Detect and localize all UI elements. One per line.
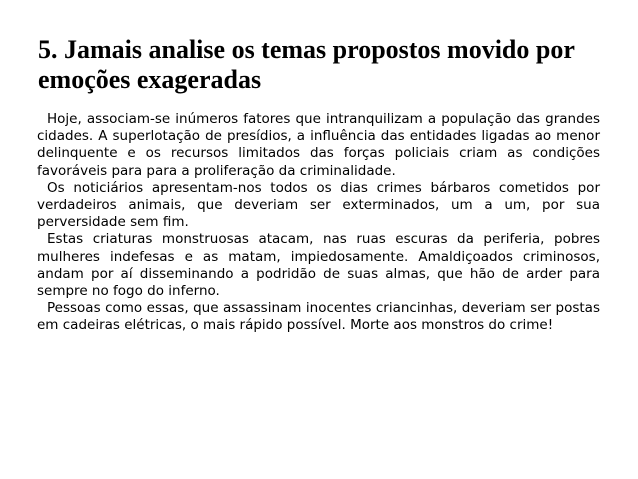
paragraph-4: Pessoas como essas, que assassinam inocentes criancinhas, deveriam ser postas em cadeiras elétricas, o mais rápido possível. Morte aos monstros do crime!: [37, 300, 600, 334]
paragraph-3: Estas criaturas monstruosas atacam, nas ruas escuras da periferia, pobres mulheres indefesas e as matam, impiedosamente. Amaldiçoados criminosos, andam por aí disseminando a podridão de suas almas, que hão de arder para sempre no fogo do inferno.: [37, 231, 600, 300]
paragraph-2: Os noticiários apresentam-nos todos os dias crimes bárbaros cometidos por verdadeiros animais, que deveriam ser exterminados, um a um, por sua perversidade sem fim.: [37, 179, 600, 231]
paragraph-1: Hoje, associam-se inúmeros fatores que intranquilizam a população das grandes cidades. A superlotação de presídios, a influência das entidades ligadas ao menor delinquente e os recursos limitados das forças policiais criam as condições favoráveis para para a proliferação da criminalidade.: [37, 111, 600, 179]
slide-body: [37, 111, 600, 335]
slide-title: 5. Jamais analise os temas propostos movido por emoções exageradas: [38, 35, 575, 94]
